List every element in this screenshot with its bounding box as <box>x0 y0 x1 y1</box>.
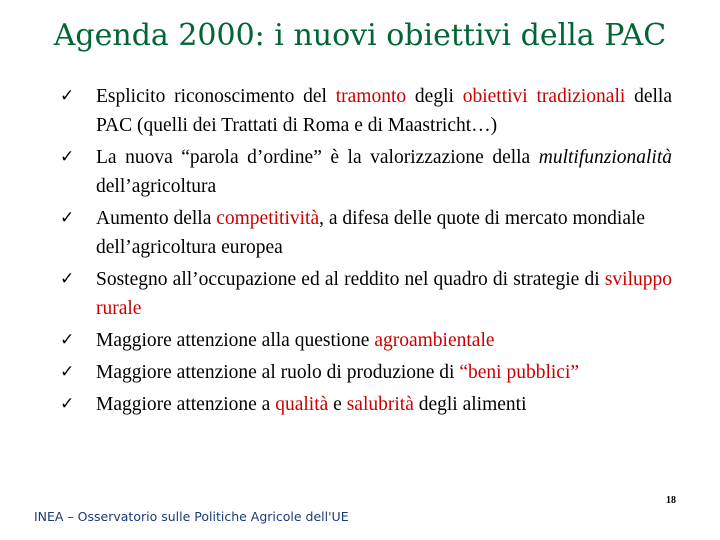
highlight-text: salubrità <box>346 394 414 415</box>
page-number: 18 <box>666 495 676 506</box>
highlight-text: obiettivi tradizionali <box>462 86 626 107</box>
bullet-item <box>60 204 672 262</box>
checkmark-icon: ✓ <box>60 208 75 228</box>
footer-text: INEA – Osservatorio sulle Politiche Agricole dell'UE <box>34 509 349 524</box>
bullet-item <box>60 265 672 323</box>
bullet-text: dell’agricoltura <box>96 176 217 197</box>
bullet-text: La nuova “parola d’ordine” è la valorizzazione della <box>96 147 539 168</box>
bullet-item <box>60 390 672 419</box>
bullet-text: Maggiore attenzione alla questione <box>96 330 375 351</box>
bullet-text: degli <box>406 86 463 107</box>
highlight-text: agroambientale <box>374 330 495 351</box>
bullet-item <box>60 358 672 387</box>
bullet-text: Maggiore attenzione al ruolo di produzione di <box>96 362 460 383</box>
bullet-text: Maggiore attenzione a <box>96 394 276 415</box>
checkmark-icon: ✓ <box>60 362 75 382</box>
checkmark-icon: ✓ <box>60 330 75 350</box>
highlight-text: qualità <box>275 394 329 415</box>
bullet-item <box>60 326 672 355</box>
bullet-item <box>60 143 672 201</box>
bullet-text: della PAC (quelli dei Trattati di Roma e di Maastricht…) <box>96 86 672 136</box>
bullet-text: Sostegno all’occupazione ed al reddito nel quadro di strategie di <box>96 269 605 290</box>
bullet-text: , a difesa delle quote di mercato mondiale dell’agricoltura europea <box>96 208 646 258</box>
bullet-text: Esplicito riconoscimento del <box>96 86 336 107</box>
bullet-text: e <box>328 394 347 415</box>
checkmark-icon: ✓ <box>60 86 75 106</box>
italic-text: multifunzionalità <box>538 147 672 168</box>
bullet-item <box>60 82 672 140</box>
bullet-text: degli alimenti <box>413 394 527 415</box>
bullet-text: Aumento della <box>96 208 217 229</box>
highlight-text: “beni pubblici” <box>459 362 580 383</box>
bullet-list <box>60 82 672 422</box>
slide-title: Agenda 2000: i nuovi obiettivi della PAC <box>53 18 667 53</box>
highlight-text: sviluppo rurale <box>96 269 672 319</box>
checkmark-icon: ✓ <box>60 147 75 167</box>
highlight-text: competitività <box>216 208 320 229</box>
checkmark-icon: ✓ <box>60 269 75 289</box>
checkmark-icon: ✓ <box>60 394 75 414</box>
highlight-text: tramonto <box>335 86 407 107</box>
